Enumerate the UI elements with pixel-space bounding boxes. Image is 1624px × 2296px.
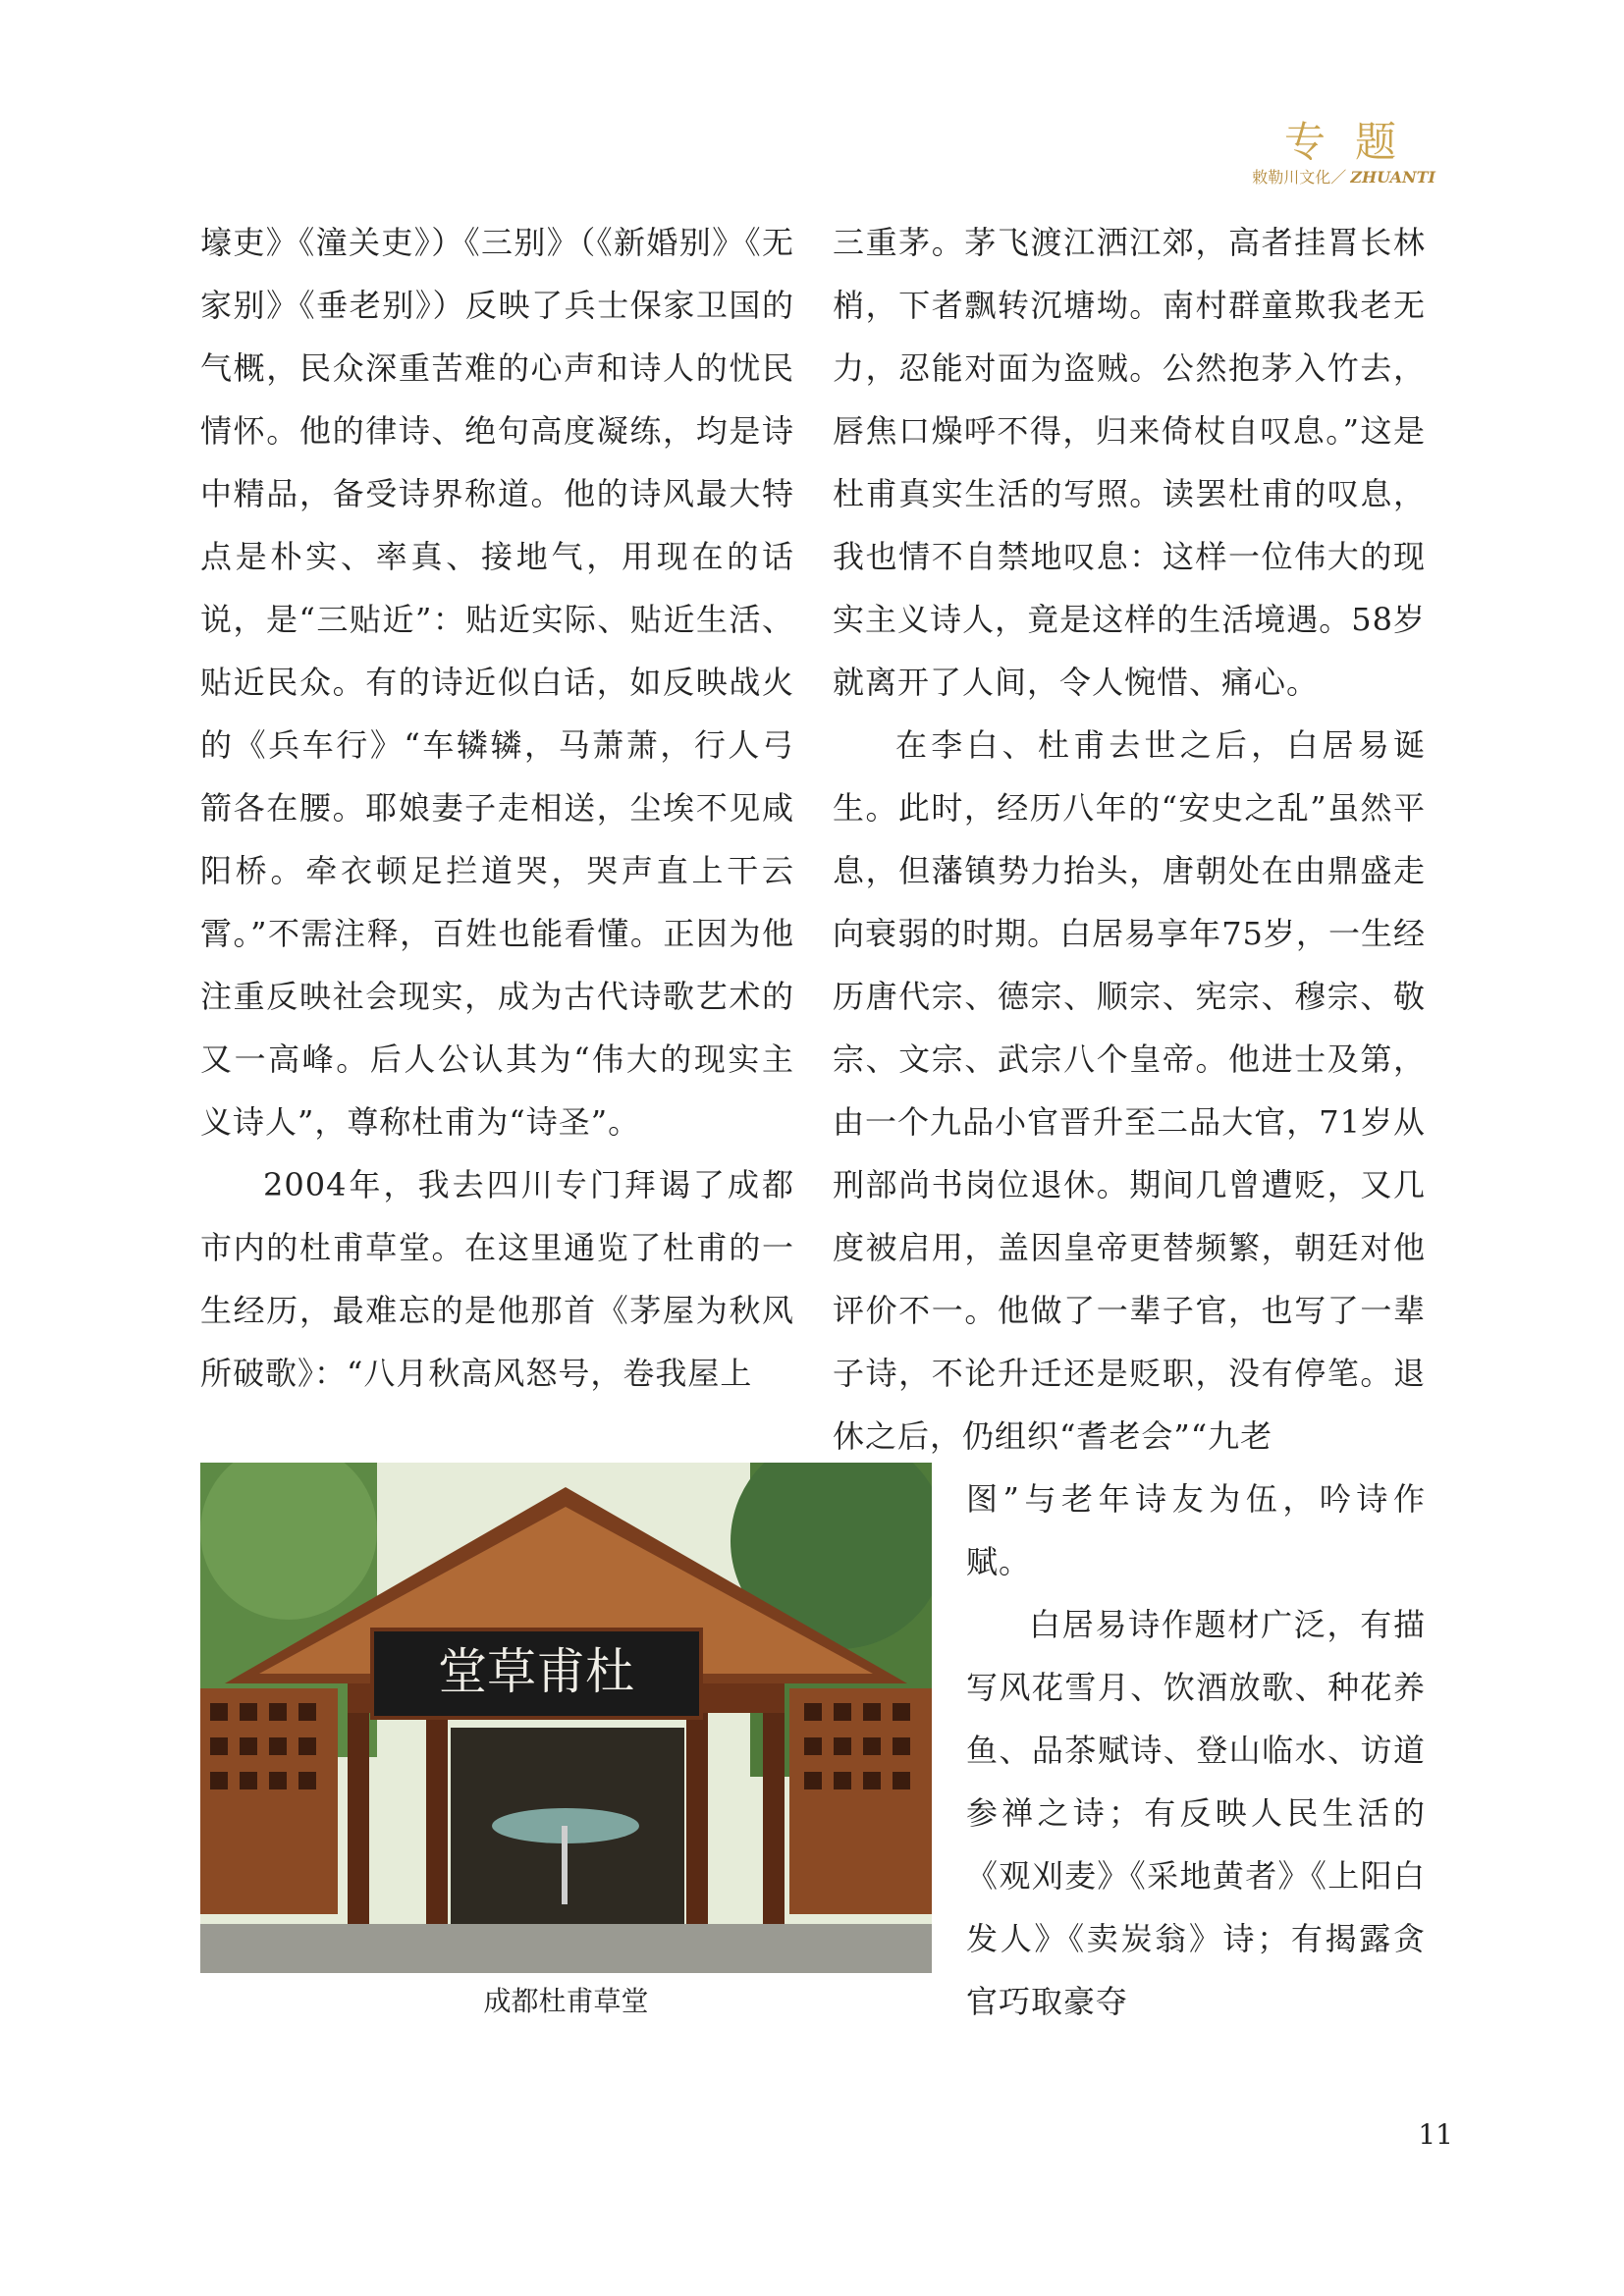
umbrella-pole — [562, 1826, 568, 1904]
paragraph: 壕吏》《潼关吏》）《三别》（《新婚别》《无家别》《垂老别》）反映了兵士保家卫国的气概，民众深重苦难的心声和诗人的忧民情怀。他的律诗、绝句高度凝练，均是诗中精品，备受诗界称道。他的诗风最大特点是朴实、率真、接地气，用现在的话说，是“三贴近”：贴近实际、贴近生活、贴近民众。有的诗近似白话，如反映战火的《兵车行》“车辚辚，马萧萧，行人弓箭各在腰。耶娘妻子走相送，尘埃不见咸阳桥。牵衣顿足拦道哭，哭声直上干云霄。”不需注释，百姓也能看懂。正因为他注重反映社会现实，成为古代诗歌艺术的又一高峰。后人公认其为“伟大的现实主义诗人”，尊称杜甫为“诗圣”。 — [200, 224, 794, 1141]
header-separator: ／ — [1330, 168, 1347, 187]
gate-pillar — [686, 1713, 708, 1934]
section-subtitle — [1200, 165, 1435, 188]
gate-illustration — [200, 1463, 932, 1973]
paragraph: 在李白、杜甫去世之后，白居易诞生。此时，经历八年的“安史之乱”虽然平息，但藩镇势力抬头，唐朝处在由鼎盛走向衰弱的时期。白居易享年75岁，一生经历唐代宗、德宗、顺宗、宪宗、穆宗、敬宗、文宗、武宗八个皇帝。他进士及第，由一个九品小官晋升至二品大官，71岁从刑部尚书岗位退休。期间几曾遭贬，又几度被启用，盖因皇帝更替频繁，朝廷对他评价不一。他做了一辈子官，也写了一辈子诗，不论升迁还是贬职，没有停笔。退休之后，仍组织“耆老会”“九老 — [833, 726, 1426, 1455]
gate-pillar — [763, 1713, 785, 1934]
plaque-text: 堂草甫杜 — [438, 1643, 634, 1700]
gate-pillar — [426, 1713, 448, 1934]
section-title: 专题 — [1284, 118, 1427, 166]
magazine-name: 敕勒川文化 — [1252, 168, 1331, 187]
pavement — [200, 1924, 932, 1973]
photo-caption: 成都杜甫草堂 — [483, 1985, 649, 2017]
right-column — [833, 211, 1426, 1468]
paragraph: 图”与老年诗友为伍，吟诗作赋。 — [966, 1480, 1426, 1580]
paragraph: 三重茅。茅飞渡江洒江郊，高者挂罥长林梢，下者飘转沉塘坳。南村群童欺我老无力，忍能对面为盗贼。公然抱茅入竹去，唇焦口燥呼不得，归来倚杖自叹息。”这是杜甫真实生活的写照。读罢杜甫的叹息，我也情不自禁地叹息：这样一位伟大的现实主义诗人，竟是这样的生活境遇。58岁就离开了人间，令人惋惜、痛心。 — [833, 224, 1426, 701]
paragraph: 2004年，我去四川专门拜谒了成都市内的杜甫草堂。在这里通览了杜甫的一生经历，最难忘的是他那首《茅屋为秋风所破歌》：“八月秋高风怒号，卷我屋上 — [200, 1166, 794, 1392]
lattice-wall-left — [200, 1688, 338, 1914]
lattice-wall-right — [789, 1688, 932, 1914]
gate-pillar — [348, 1713, 369, 1934]
left-column — [200, 211, 794, 1405]
paragraph: 白居易诗作题材广泛，有描写风花雪月、饮酒放歌、种花养鱼、品茶赋诗、登山临水、访道参禅之诗；有反映人民生活的《观刈麦》《采地黄者》《上阳白发人》《卖炭翁》诗；有揭露贪官巧取豪夺 — [966, 1606, 1426, 2020]
right-column-continued — [966, 1468, 1426, 2033]
section-en: ZHUANTI — [1350, 168, 1435, 187]
page-number: 11 — [1418, 2118, 1453, 2151]
du-fu-thatched-cottage-photo — [200, 1463, 932, 1973]
